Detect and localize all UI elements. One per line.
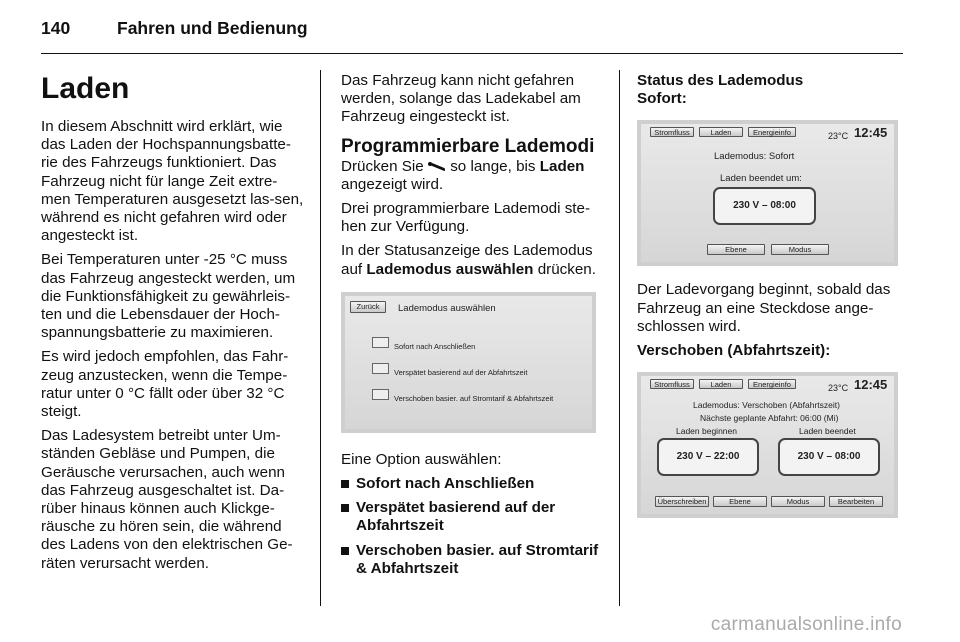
paragraph: Eine Option auswählen: <box>341 450 502 468</box>
page-header <box>41 18 308 39</box>
screenshot-status-sofort <box>637 120 898 266</box>
tab-stromfluss: Stromfluss <box>650 379 694 389</box>
screen-option: Verschoben basier. auf Stromtarif & Abfahrtszeit <box>394 393 554 403</box>
temperature: 23°C <box>828 383 849 394</box>
section-heading: Laden <box>41 72 130 105</box>
tab-stromfluss: Stromfluss <box>650 127 694 137</box>
checkbox <box>372 363 389 374</box>
screen-option: Sofort nach Anschließen <box>394 341 476 351</box>
page-number: 140 <box>41 18 71 38</box>
tab-laden: Laden <box>699 127 743 137</box>
checkbox <box>372 389 389 400</box>
button-modus: Modus <box>771 244 829 255</box>
tab-energieinfo: Energieinfo <box>748 379 796 389</box>
paragraph: Der Ladevorgang beginnt, sobald das Fahrzeug an eine Steckdose ange-schlossen wird. <box>637 281 891 335</box>
header-rule <box>41 53 903 54</box>
paragraph: Es wird jedoch empfohlen, das Fahr-zeug anzustecken, wenn die Tempe-ratur unter 0 °C fällt oder über 32 °C steigt. <box>41 348 289 421</box>
column-2 <box>341 72 605 584</box>
planned-departure: Nächste geplante Abfahrt: 06:00 (Mi) <box>700 413 839 424</box>
charge-end-value: 230 V – 08:00 <box>713 187 816 225</box>
charge-end-label: Laden beendet <box>799 426 856 437</box>
subheading: Programmierbare Lademodi <box>341 135 595 157</box>
charge-end-value: 230 V – 08:00 <box>778 438 880 476</box>
button-ebene: Ebene <box>707 244 765 255</box>
charge-mode: Lademodus: Verschoben (Abfahrtszeit) <box>693 400 840 411</box>
list-item: Verschoben basier. auf Stromtarif & Abfahrtszeit <box>341 542 605 578</box>
subheading: Status des Lademodus <box>637 72 804 89</box>
column-1 <box>41 72 306 579</box>
paragraph: Das Fahrzeug kann nicht gefahren werden, solange das Ladekabel am Fahrzeug eingesteckt ist. <box>341 72 581 126</box>
subheading: Verschoben (Abfahrtszeit): <box>637 342 831 360</box>
column-divider-1 <box>320 70 321 606</box>
paragraph: Drücken Sie so lange, bis Laden angezeigt wird. <box>341 157 585 193</box>
charge-icon <box>428 162 446 172</box>
column-3 <box>637 72 905 518</box>
charge-mode: Lademodus: Sofort <box>714 151 795 163</box>
section-title: Fahren und Bedienung <box>117 18 308 38</box>
charge-start-value: 230 V – 22:00 <box>657 438 759 476</box>
screenshot-status-verschoben <box>637 372 898 518</box>
screen-title: Lademodus auswählen <box>398 302 496 314</box>
tab-laden: Laden <box>699 379 743 389</box>
charge-start-label: Laden beginnen <box>676 426 737 437</box>
button-ebene: Ebene <box>713 496 767 507</box>
paragraph: Drei programmierbare Lademodi ste-hen zur Verfügung. <box>341 200 591 236</box>
watermark: carmanualsonline.info <box>710 614 902 635</box>
screen-option: Verspätet basierend auf der Abfahrtszeit <box>394 367 528 377</box>
button-ueberschreiben: Überschreiben <box>655 496 709 507</box>
tab-energieinfo: Energieinfo <box>748 127 796 137</box>
clock: 12:45 <box>854 125 888 141</box>
temperature: 23°C <box>828 131 849 142</box>
button-modus: Modus <box>771 496 825 507</box>
button-bearbeiten: Bearbeiten <box>829 496 883 507</box>
paragraph: Bei Temperaturen unter -25 °C muss das Fahrzeug angesteckt werden, um die Funktionsfähigkeit zu gewährleis-ten und die Lebensdauer der Hoch-spannungsbatterie zu maximieren. <box>41 251 296 342</box>
paragraph: Das Ladesystem betreibt unter Um-ständen Gebläse und Pumpen, die Geräusche verursachen, auch wenn das Fahrzeug ausgeschaltet ist. Da-rüber hinaus können auch Klickge-räusche zu hören sein, die während des Ladens von den elektrischen Ge-räten verursacht werden. <box>41 427 293 572</box>
clock: 12:45 <box>854 377 888 393</box>
screenshot-lademodus-auswaehlen <box>341 292 596 433</box>
column-divider-2 <box>619 70 620 606</box>
subheading: Sofort: <box>637 90 687 108</box>
paragraph: In diesem Abschnitt wird erklärt, wie das Laden der Hochspannungsbatte-rie des Fahrzeugs funktioniert. Das Fahrzeug nicht für lange Zeit extre-men Temperaturen ausgesetzt las-sen, während es nicht gefahren wird oder angesteckt ist. <box>41 118 304 245</box>
list-item: Sofort nach Anschließen <box>341 475 605 493</box>
back-button: Zurück <box>350 301 386 313</box>
checkbox <box>372 337 389 348</box>
option-list <box>341 475 605 578</box>
list-item: Verspätet basierend auf der Abfahrtszeit <box>341 499 605 535</box>
paragraph: In der Statusanzeige des Lademodus auf Lademodus auswählen drücken. <box>341 242 596 278</box>
charge-end-label: Laden beendet um: <box>720 173 802 185</box>
